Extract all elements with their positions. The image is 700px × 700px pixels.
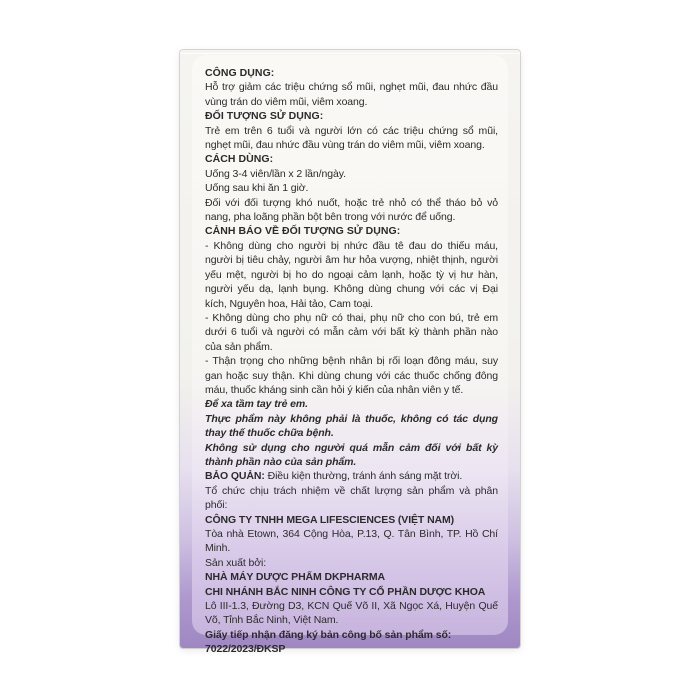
carton-side-panel — [180, 50, 520, 656]
registration-label: Giấy tiếp nhận đăng ký bản công bố sản phẩm số: — [205, 628, 452, 641]
usage-heading: CÔNG DỤNG: — [205, 67, 275, 79]
storage-text: Điều kiện thường, tránh ánh sáng mặt trời. — [267, 470, 463, 483]
caution-keep-away: Để xa tầm tay trẻ em. — [205, 398, 308, 411]
manufacturer-address: Lô III-1.3, Đường D3, KCN Quế Võ II, Xã Ngọc Xá, Huyện Quế Võ, Tỉnh Bắc Ninh, Việt Nam. — [205, 600, 498, 627]
audience-text: Trẻ em trên 6 tuổi và người lớn có các triệu chứng sổ mũi, nghẹt mũi, đau nhức đầu vùng trán do viêm mũi, viêm xoang. — [205, 124, 498, 152]
distributor-name: CÔNG TY TNHH MEGA LIFESCIENCES (VIỆT NAM) — [205, 513, 455, 526]
usage-text: Hỗ trợ giảm các triệu chứng sổ mũi, nghẹt mũi, đau nhức đầu vùng trán do viêm mũi, viêm xoang. — [205, 81, 498, 108]
storage-label: BẢO QUẢN: — [205, 470, 265, 483]
distributor-address: Tòa nhà Etown, 364 Cộng Hòa, P.13, Q. Tân Bình, TP. Hồ Chí Minh. — [205, 528, 498, 555]
caution-hypersensitivity: Không sử dụng cho người quá mẫn cảm đối với bất kỳ thành phần nào của sản phẩm. — [205, 441, 498, 468]
warning-item-3: - Thận trọng cho những bệnh nhân bị rối loạn đông máu, suy gan hoặc suy thận. Khi dùng chung với các thuốc chống đông máu, thuốc kháng sinh cần hỏi ý kiến của nhân viên y tế. — [205, 355, 498, 396]
label-content — [205, 66, 498, 656]
warning-item-1: - Không dùng cho người bị nhức đầu tê đau do thiếu máu, người bị tiêu chảy, người âm hư hỏa vượng, nhiệt thịnh, người yếu mệt, người bị ho do ngoại cảm lạnh, hoặc tỳ vị hư hàn, người yếu dạ, lạnh bụng. Không dùng chung với các vị Đại kích, Nguyên hoa, Hải tảo, Cam toại. — [205, 239, 498, 310]
storage-line — [205, 469, 498, 483]
warnings-heading: CẢNH BÁO VỀ ĐỐI TƯỢNG SỬ DỤNG: — [205, 225, 401, 238]
distributor-intro: Tổ chức chịu trách nhiệm về chất lượng sản phẩm và phân phối: — [205, 484, 498, 512]
caution-not-medicine: Thực phẩm này không phải là thuốc, không có tác dụng thay thế thuốc chữa bệnh. — [205, 412, 498, 440]
manufacturer-intro: Sản xuất bởi: — [205, 556, 267, 569]
label-panel — [192, 55, 508, 656]
manufacturer-name-2: CHI NHÁNH BẮC NINH CÔNG TY CỔ PHẦN DƯỢC KHOA — [205, 585, 486, 598]
directions-note: Đối với đối tượng khó nuốt, hoặc trẻ nhỏ có thể tháo bỏ vỏ nang, pha loãng phần bột bên trong với nước để uống. — [205, 196, 498, 224]
manufacturer-name-1: NHÀ MÁY DƯỢC PHẨM DKPHARMA — [205, 571, 385, 584]
directions-timing: Uống sau khi ăn 1 giờ. — [205, 182, 309, 195]
warning-item-2: - Không dùng cho phụ nữ có thai, phụ nữ cho con bú, trẻ em dưới 6 tuổi và người có mẫn cảm với bất kỳ thành phần nào của sản phẩm. — [205, 311, 498, 353]
directions-dose: Uống 3-4 viên/lần x 2 lần/ngày. — [205, 167, 346, 180]
registration-number: 7022/2023/ĐKSP — [205, 643, 286, 656]
directions-heading: CÁCH DÙNG: — [205, 153, 274, 166]
audience-heading: ĐỐI TƯỢNG SỬ DỤNG: — [205, 110, 324, 123]
